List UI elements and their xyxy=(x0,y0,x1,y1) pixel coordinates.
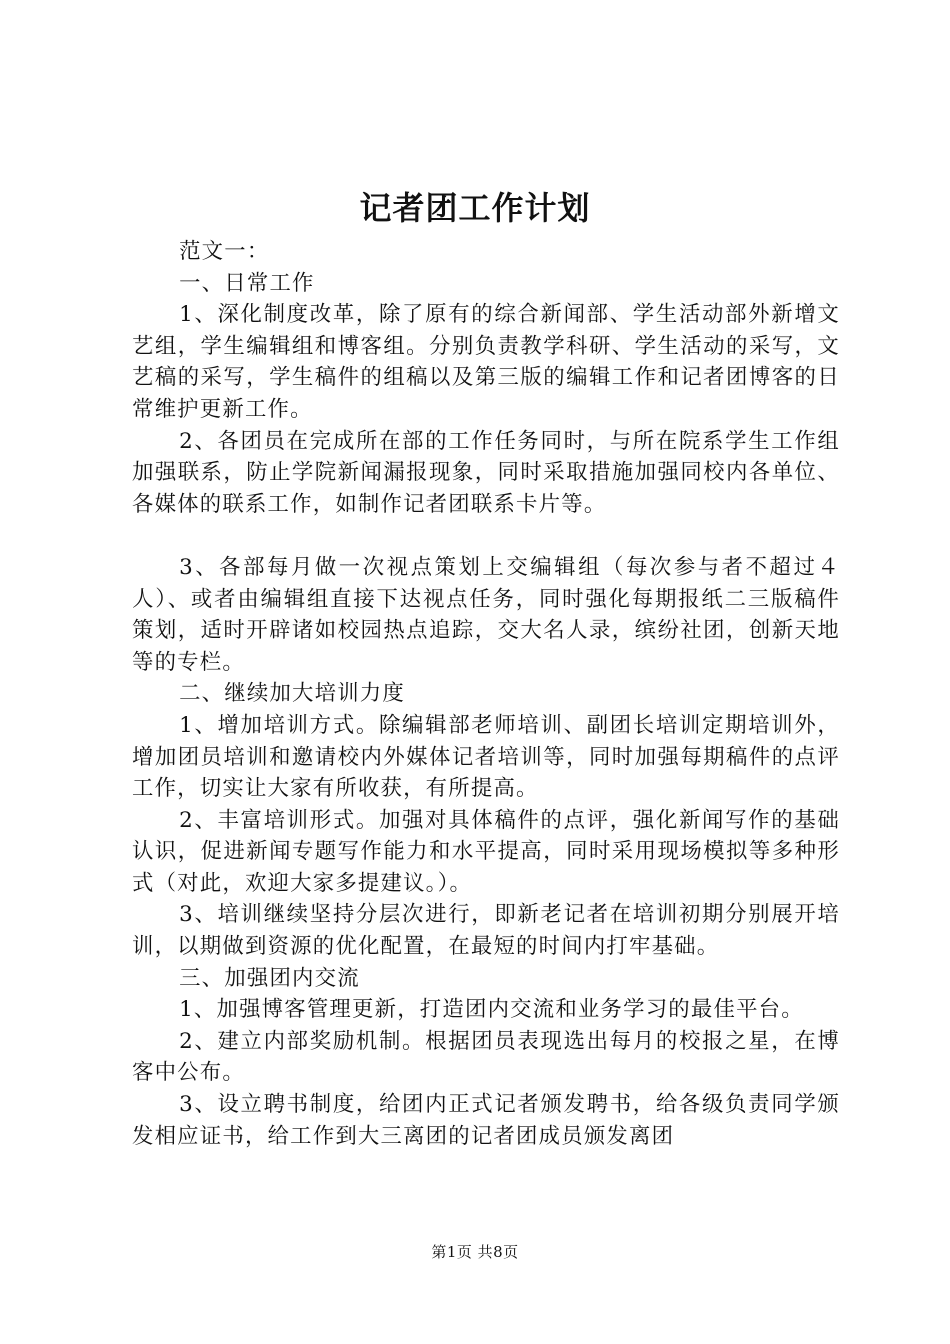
paragraph-intro-label: 范文一： xyxy=(179,239,270,264)
paragraph: 3、培训继续坚持分层次进行，即新老记者在培训初期分别展开培训，以期做到资源的优化配置，在最短的时间内打牢基础。 xyxy=(132,902,840,960)
paragraph: 2、丰富培训形式。加强对具体稿件的点评，强化新闻写作的基础认识，促进新闻专题写作能力和水平提高，同时采用现场模拟等多种形式（对此，欢迎大家多提建议。）。 xyxy=(132,807,840,896)
document-body xyxy=(132,236,840,1152)
page-footer-indicator: 第1页 共8页 xyxy=(431,1243,519,1261)
paragraph: 1、增加培训方式。除编辑部老师培训、副团长培训定期培训外，增加团员培训和邀请校内外媒体记者培训等，同时加强每期稿件的点评工作，切实让大家有所收获，有所提高。 xyxy=(132,712,840,802)
paragraph: 3、设立聘书制度，给团内正式记者颁发聘书，给各级负责同学颁发相应证书，给工作到大三离团的记者团成员颁发离团 xyxy=(132,1092,840,1149)
paragraph: 3、各部每月做一次视点策划上交编辑组（每次参与者不超过４人）、或者由编辑组直接下达视点任务，同时强化每期报纸二三版稿件策划，适时开辟诸如校园热点追踪，交大名人录，缤纷社团，创新天地等的专栏。 xyxy=(132,554,840,675)
section-heading-daily-work: 一、日常工作 xyxy=(179,270,315,296)
section-heading-communication: 三、加强团内交流 xyxy=(179,965,360,991)
paragraph: 2、建立内部奖励机制。根据团员表现选出每月的校报之星，在博客中公布。 xyxy=(132,1028,840,1086)
document-title: 记者团工作计划 xyxy=(359,189,591,227)
paragraph: 1、深化制度改革，除了原有的综合新闻部、学生活动部外新增文艺组，学生编辑组和博客组。分别负责教学科研、学生活动的采写，文艺稿的采写，学生稿件的组稿以及第三版的编辑工作和记者团博客的日常维护更新工作。 xyxy=(132,302,840,422)
section-heading-training: 二、继续加大培训力度 xyxy=(179,681,405,707)
paragraph: 1、加强博客管理更新，打造团内交流和业务学习的最佳平台。 xyxy=(179,997,804,1023)
paragraph: 2、各团员在完成所在部的工作任务同时，与所在院系学生工作组加强联系，防止学院新闻漏报现象，同时采取措施加强同校内各单位、各媒体的联系工作，如制作记者团联系卡片等。 xyxy=(132,428,840,517)
